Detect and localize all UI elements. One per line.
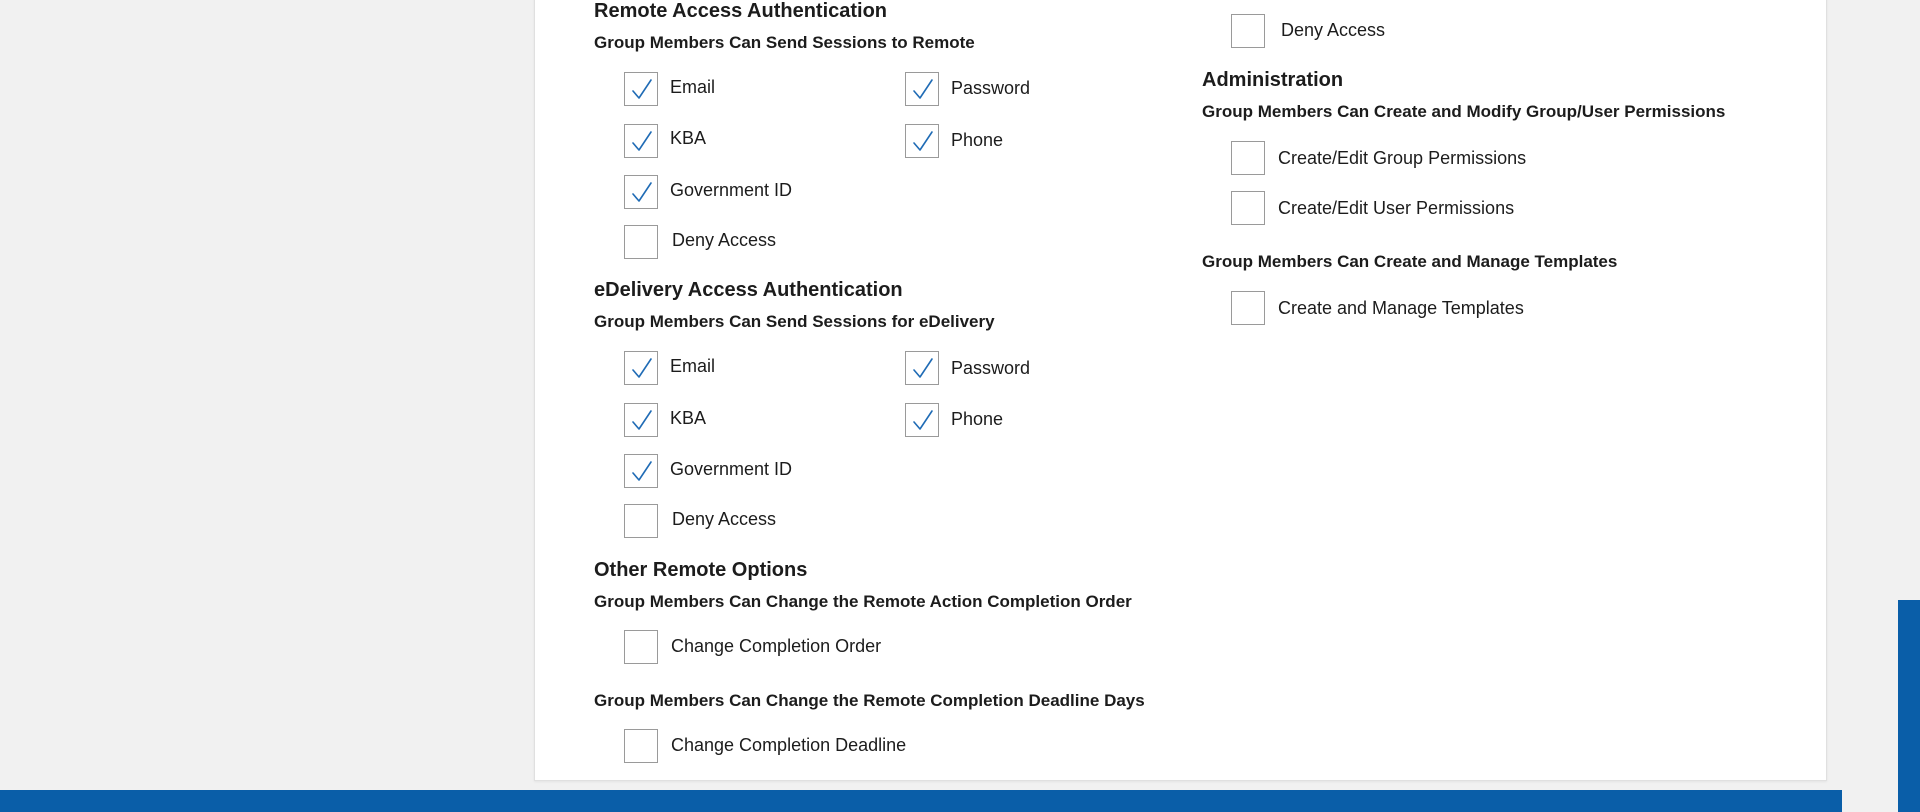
checkmark-icon	[912, 130, 934, 154]
remote-phone-checkbox[interactable]	[905, 124, 939, 158]
create-edit-user-permissions-label: Create/Edit User Permissions	[1278, 198, 1515, 218]
checkmark-icon	[631, 460, 653, 484]
edelivery-kba-label: KBA	[670, 408, 707, 428]
create-edit-group-permissions-checkbox[interactable]	[1231, 141, 1265, 175]
remote-password-label: Password	[951, 78, 1031, 98]
checkmark-icon	[912, 357, 934, 381]
checkmark-icon	[631, 130, 653, 154]
remote-deny-access-checkbox[interactable]	[624, 225, 658, 259]
change-completion-deadline-checkbox[interactable]	[624, 729, 658, 763]
checkmark-icon	[631, 409, 653, 433]
edelivery-kba-checkbox[interactable]	[624, 403, 658, 437]
edelivery-password-checkbox[interactable]	[905, 351, 939, 385]
remote-email-checkbox[interactable]	[624, 72, 658, 106]
edelivery-phone-checkbox[interactable]	[905, 403, 939, 437]
edelivery-email-checkbox[interactable]	[624, 351, 658, 385]
checkmark-icon	[631, 181, 653, 205]
checkmark-icon	[631, 357, 653, 381]
edelivery-phone-label: Phone	[951, 409, 1004, 429]
change-completion-order-label: Change Completion Order	[671, 636, 882, 656]
remote-password-checkbox[interactable]	[905, 72, 939, 106]
edelivery-government-id-label: Government ID	[670, 459, 793, 479]
edelivery-government-id-checkbox[interactable]	[624, 454, 658, 488]
checkmark-icon	[912, 409, 934, 433]
remote-kba-checkbox[interactable]	[624, 124, 658, 158]
templates-subtitle: Group Members Can Create and Manage Templates	[1202, 252, 1618, 271]
permissions-subtitle: Group Members Can Create and Modify Group/User Permissions	[1202, 102, 1726, 121]
edelivery-password-label: Password	[951, 358, 1031, 378]
remote-access-subtitle: Group Members Can Send Sessions to Remote	[594, 33, 975, 52]
edelivery-deny-access-checkbox[interactable]	[624, 504, 658, 538]
remote-access-title: Remote Access Authentication	[594, 0, 888, 22]
change-completion-order-checkbox[interactable]	[624, 630, 658, 664]
remote-government-id-checkbox[interactable]	[624, 175, 658, 209]
remote-email-label: Email	[670, 77, 716, 97]
remote-deny-access-label: Deny Access	[672, 230, 777, 250]
change-completion-deadline-label: Change Completion Deadline	[671, 735, 907, 755]
edelivery-email-label: Email	[670, 356, 716, 376]
edelivery-access-subtitle: Group Members Can Send Sessions for eDelivery	[594, 312, 995, 331]
create-manage-templates-label: Create and Manage Templates	[1278, 298, 1524, 318]
checkmark-icon	[912, 78, 934, 102]
completion-order-subtitle: Group Members Can Change the Remote Action Completion Order	[594, 592, 1132, 611]
scrollbar-thumb[interactable]	[1898, 600, 1920, 812]
administration-title: Administration	[1202, 69, 1344, 91]
create-edit-group-permissions-label: Create/Edit Group Permissions	[1278, 148, 1527, 168]
edelivery-access-title: eDelivery Access Authentication	[594, 279, 903, 301]
create-edit-user-permissions-checkbox[interactable]	[1231, 191, 1265, 225]
create-manage-templates-checkbox[interactable]	[1231, 291, 1265, 325]
remote-kba-label: KBA	[670, 128, 707, 148]
right-deny-access-label: Deny Access	[1281, 20, 1386, 40]
footer-bar	[0, 790, 1842, 812]
edelivery-deny-access-label: Deny Access	[672, 509, 777, 529]
checkmark-icon	[631, 78, 653, 102]
remote-phone-label: Phone	[951, 130, 1004, 150]
completion-deadline-subtitle: Group Members Can Change the Remote Completion Deadline Days	[594, 691, 1145, 710]
remote-government-id-label: Government ID	[670, 180, 793, 200]
other-remote-options-title: Other Remote Options	[594, 559, 808, 581]
right-deny-access-checkbox[interactable]	[1231, 14, 1265, 48]
